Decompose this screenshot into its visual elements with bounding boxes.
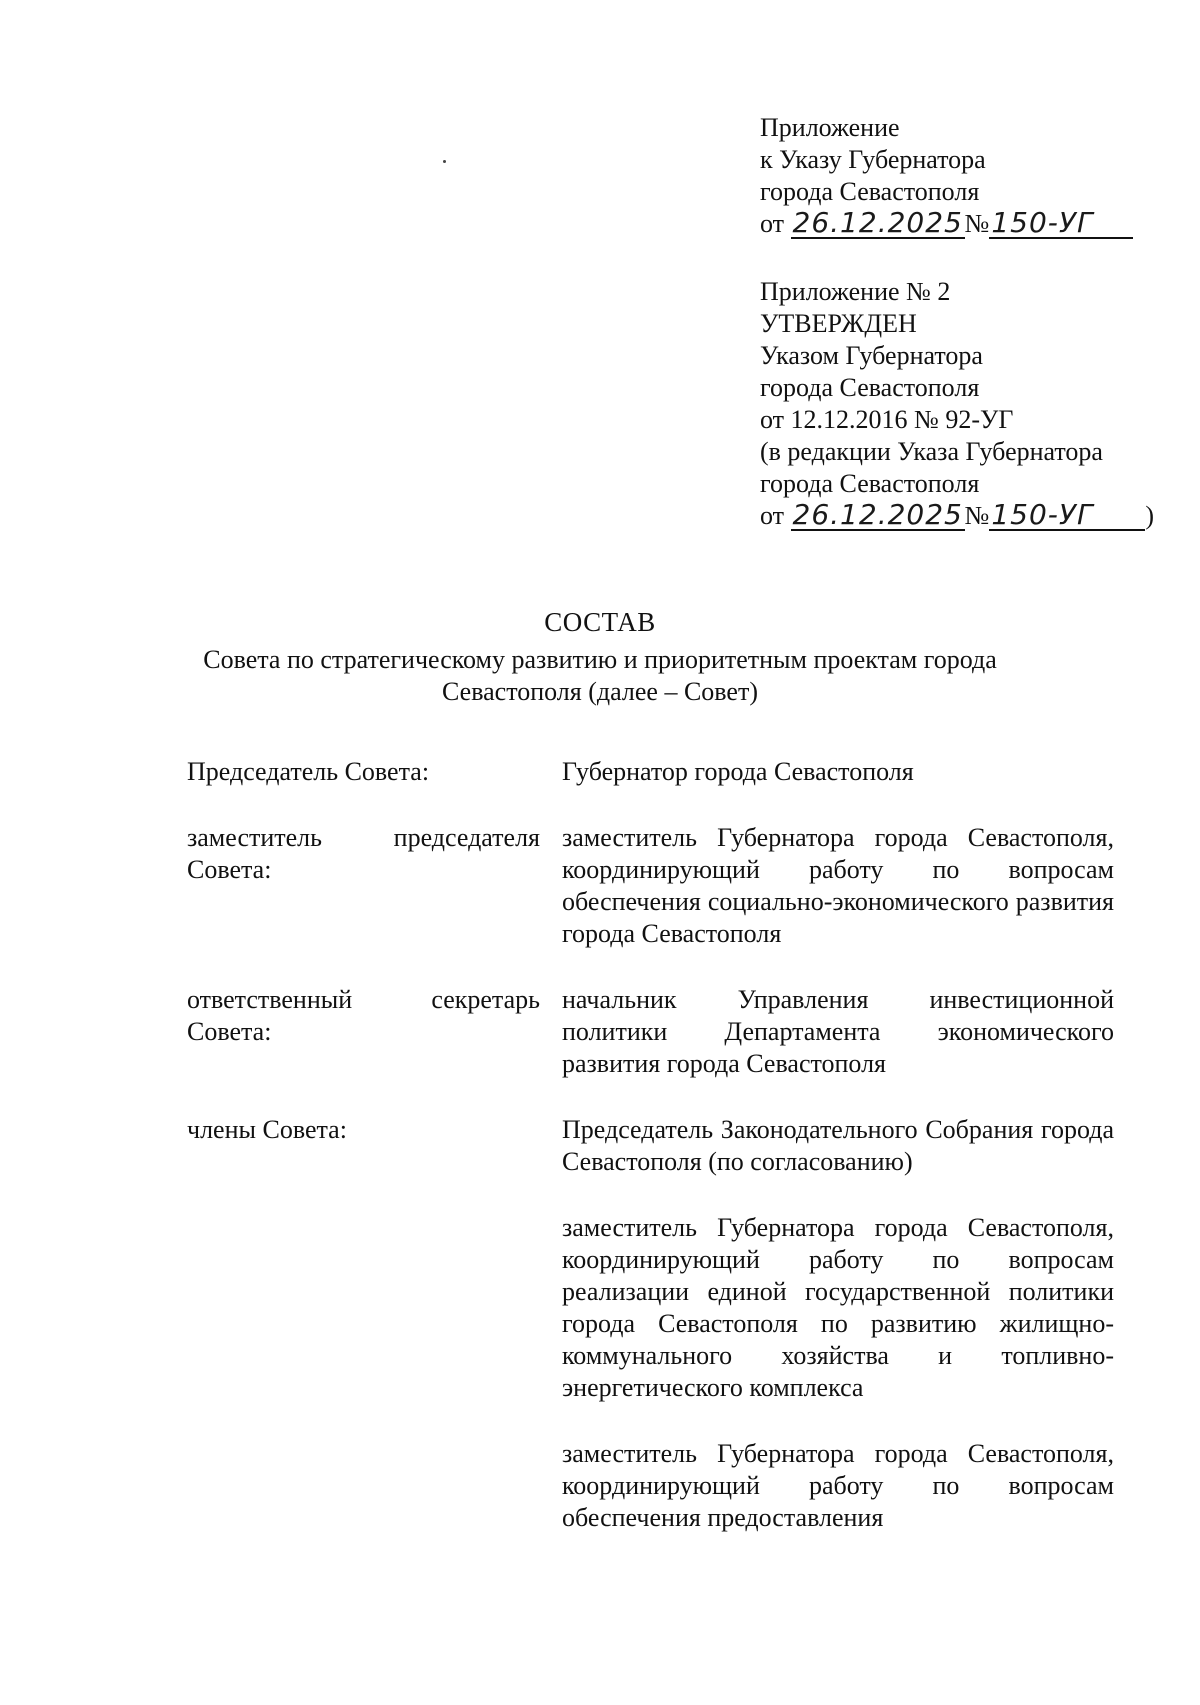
member-positions <box>562 756 1114 788</box>
member-role: Председатель Совета: <box>187 757 430 786</box>
annex-1-line: к Указу Губернатора <box>760 145 986 174</box>
annex-header-2 <box>760 276 1160 532</box>
annex-2-line: (в редакции Указа Губернатора <box>760 437 1103 466</box>
annex-1-date-line <box>760 208 1160 240</box>
date-prefix: от <box>760 209 785 238</box>
member-positions <box>562 822 1114 950</box>
number-prefix: № <box>964 209 990 238</box>
member-row-secretary <box>187 984 1127 1080</box>
handwritten-date: 26.12.2025 <box>792 498 963 531</box>
member-position: Председатель Законодательного Собрания города Севастополя (по согласованию) <box>562 1115 1114 1176</box>
title-subtitle-line: Севастополя (далее – Совет) <box>442 677 758 706</box>
member-position: начальник Управления инвестиционной политики Департамента экономического развития города Севастополя <box>562 985 1114 1078</box>
closing-paren: ) <box>1145 501 1155 530</box>
annex-2-date-line <box>760 500 1160 532</box>
member-row-deputy-chairman <box>187 822 1127 950</box>
title-heading: СОСТАВ <box>544 607 656 637</box>
member-row-members <box>187 1114 1127 1534</box>
handwritten-number: 150-УГ <box>989 209 1133 239</box>
member-positions <box>562 1114 1114 1534</box>
annex-2-line: города Севастополя <box>760 469 980 498</box>
member-role: ответственный секретарь Совета: <box>187 985 540 1046</box>
annex-2-line: от 12.12.2016 № 92-УГ <box>760 405 1014 434</box>
title-subtitle-line: Совета по стратегическому развитию и приоритетным проектам города <box>203 645 997 674</box>
annex-2-line: Приложение № 2 <box>760 277 951 306</box>
annex-2-line: Указом Губернатора <box>760 341 983 370</box>
annex-header-1 <box>760 112 1160 240</box>
member-position: заместитель Губернатора города Севастополя, координирующий работу по вопросам реализации единой государственной политики города Севастополя по развитию жилищно-коммунального хозяйства и топливно-энергетического комплекса <box>562 1213 1114 1402</box>
council-members-list <box>187 756 1127 1568</box>
annex-2-line: УТВЕРЖДЕН <box>760 309 917 338</box>
scan-speck <box>443 160 446 163</box>
handwritten-date: 26.12.2025 <box>792 206 963 239</box>
member-position: Губернатор города Севастополя <box>562 757 914 786</box>
member-positions <box>562 984 1114 1080</box>
handwritten-number: 150-УГ <box>989 501 1145 531</box>
member-position: заместитель Губернатора города Севастополя, координирующий работу по вопросам обеспечения социально-экономического развития города Севастополя <box>562 823 1114 948</box>
annex-1-line: города Севастополя <box>760 177 980 206</box>
member-row-chairman <box>187 756 1127 788</box>
member-role: члены Совета: <box>187 1115 347 1144</box>
member-position: заместитель Губернатора города Севастополя, координирующий работу по вопросам обеспечения предоставления <box>562 1439 1114 1532</box>
member-role: заместитель председателя Совета: <box>187 823 540 884</box>
annex-1-line: Приложение <box>760 113 900 142</box>
date-prefix: от <box>760 501 785 530</box>
annex-2-line: города Севастополя <box>760 373 980 402</box>
document-title <box>0 606 1200 708</box>
number-prefix: № <box>964 501 990 530</box>
